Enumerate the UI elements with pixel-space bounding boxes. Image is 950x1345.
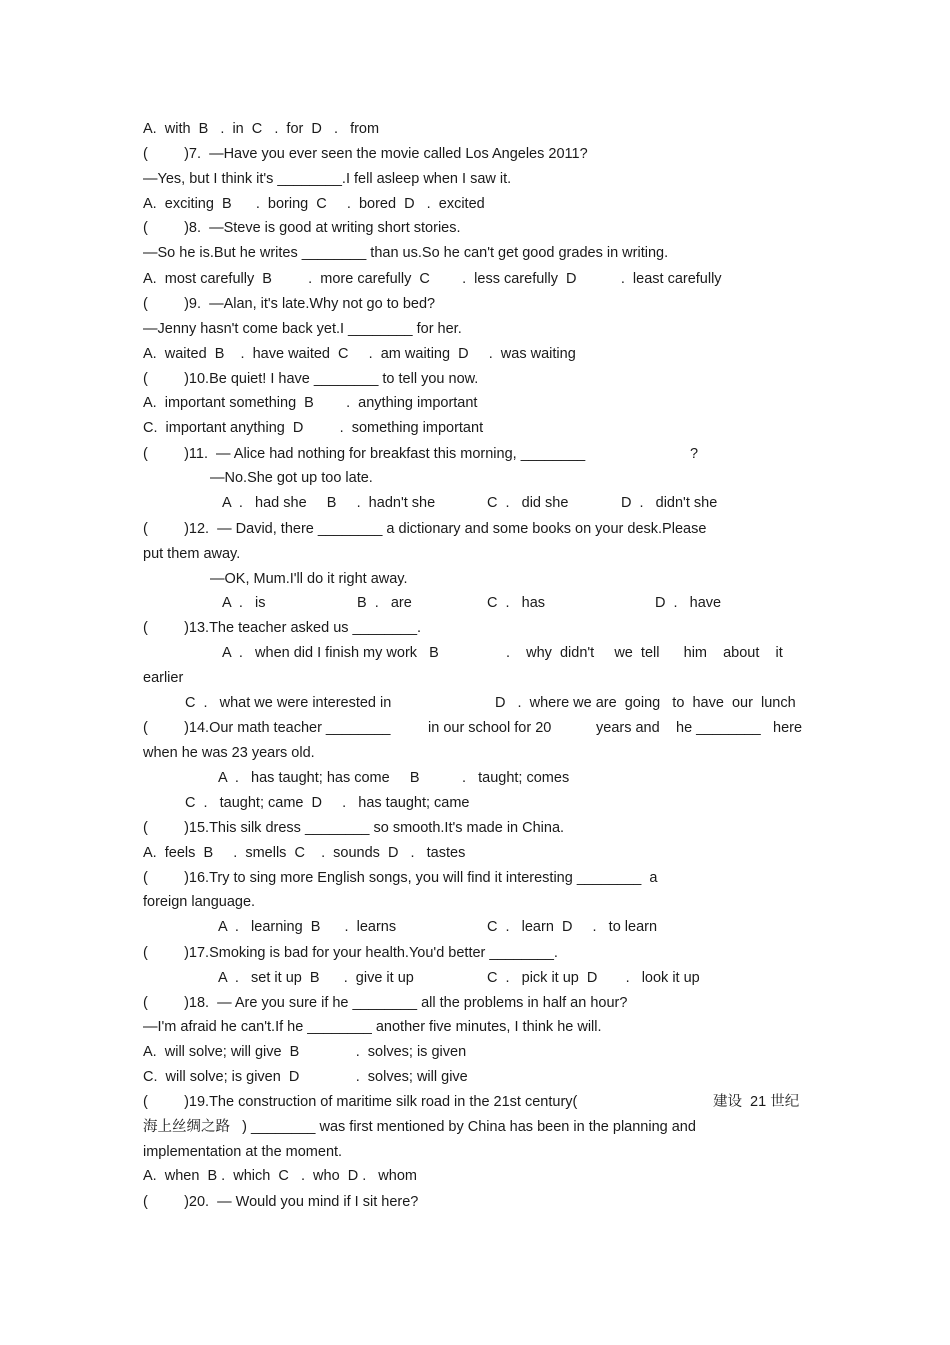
q14-prompt-part4: he ________ bbox=[676, 720, 761, 736]
q16-options-ab: A . learning B . learns bbox=[218, 919, 397, 935]
q14-prompt-part2: in our school for 20 bbox=[428, 720, 552, 736]
q15-prompt: ( )15.This silk dress ________ so smooth.It's made in China. bbox=[143, 820, 565, 836]
q14-prompt: ( )14.Our math teacher ________ bbox=[143, 720, 391, 736]
q12-response: —OK, Mum.I'll do it right away. bbox=[210, 571, 408, 587]
q15-options: A. feels B . smells C . sounds D . tastes bbox=[143, 845, 466, 861]
q13-prompt: ( )13.The teacher asked us ________. bbox=[143, 620, 422, 636]
q14-options-ab: A . has taught; has come B bbox=[218, 770, 420, 786]
q16-options-cd: C . learn D . to learn bbox=[487, 919, 658, 935]
q13-option-c: C . what we were interested in bbox=[185, 695, 392, 711]
q8-prompt: ( )8. —Steve is good at writing short stories. bbox=[143, 220, 461, 236]
q13-option-b-cont: earlier bbox=[143, 670, 184, 686]
q18-options-cd: C. will solve; is given D . solves; will give bbox=[143, 1069, 468, 1085]
q14-options-cd: C . taught; came D . has taught; came bbox=[185, 795, 470, 811]
q17-prompt: ( )17.Smoking is bad for your health.You'd better ________. bbox=[143, 945, 558, 961]
q12-option-c: C . has bbox=[487, 595, 546, 611]
q12-option-d: D . have bbox=[655, 595, 722, 611]
q6-options: A. with B . in C . for D . from bbox=[143, 121, 380, 137]
q19-chinese-gloss: 建设 21 世纪 bbox=[713, 1094, 800, 1110]
q8-options: A. most carefully B . more carefully C . less carefully D . least carefully bbox=[143, 271, 722, 287]
q12-option-a: A . is bbox=[222, 595, 266, 611]
q8-response: —So he is.But he writes ________ than us.So he can't get good grades in writing. bbox=[143, 245, 669, 261]
q19-prompt-cont: 海上丝绸之路 ) ________ was first mentioned by China has been in the planning and bbox=[143, 1119, 696, 1135]
q19-prompt: ( )19.The construction of maritime silk road in the 21st century( bbox=[143, 1094, 578, 1110]
q10-prompt: ( )10.Be quiet! I have ________ to tell you now. bbox=[143, 371, 479, 387]
q17-options-ab: A . set it up B . give it up bbox=[218, 970, 414, 986]
q10-options-ab: A. important something B . anything important bbox=[143, 395, 478, 411]
q10-options-cd: C. important anything D . something important bbox=[143, 420, 484, 436]
q11-option-c: C . did she bbox=[487, 495, 569, 511]
q18-response: —I'm afraid he can't.If he ________ another five minutes, I think he will. bbox=[143, 1019, 602, 1035]
q18-options-ab: A. will solve; will give B . solves; is given bbox=[143, 1044, 467, 1060]
q19-prompt-cont2: implementation at the moment. bbox=[143, 1144, 343, 1160]
q16-prompt: ( )16.Try to sing more English songs, you will find it interesting ________ a bbox=[143, 870, 658, 886]
q17-options-cd: C . pick it up D . look it up bbox=[487, 970, 700, 986]
q18-prompt: ( )18. — Are you sure if he ________ all the problems in half an hour? bbox=[143, 995, 628, 1011]
q14-prompt-part3: years and bbox=[596, 720, 660, 736]
q19-options: A. when B . which C . who D . whom bbox=[143, 1168, 417, 1184]
q11-response: —No.She got up too late. bbox=[210, 470, 373, 486]
q7-response: —Yes, but I think it's ________.I fell asleep when I saw it. bbox=[143, 171, 512, 187]
q11-question-mark: ? bbox=[690, 446, 699, 462]
q9-prompt: ( )9. —Alan, it's late.Why not go to bed? bbox=[143, 296, 436, 312]
q12-option-b: B . are bbox=[357, 595, 412, 611]
q14-prompt-cont: when he was 23 years old. bbox=[143, 745, 315, 761]
q14-prompt-part5: here bbox=[773, 720, 803, 736]
q9-response: —Jenny hasn't come back yet.I ________ for her. bbox=[143, 321, 462, 337]
q7-prompt: ( )7. —Have you ever seen the movie called Los Angeles 2011? bbox=[143, 146, 588, 162]
q13-option-a: A . when did I finish my work B bbox=[222, 645, 439, 661]
q13-option-b: . why didn't we tell him about it bbox=[506, 645, 783, 661]
q9-options: A. waited B . have waited C . am waiting D . was waiting bbox=[143, 346, 576, 362]
q14-option-b-text: . taught; comes bbox=[462, 770, 570, 786]
q7-options: A. exciting B . boring C . bored D . excited bbox=[143, 196, 485, 212]
q16-prompt-cont: foreign language. bbox=[143, 894, 256, 910]
q11-options-ab: A . had she B . hadn't she bbox=[222, 495, 436, 511]
q20-prompt: ( )20. — Would you mind if I sit here? bbox=[143, 1194, 419, 1210]
q11-option-d: D . didn't she bbox=[621, 495, 718, 511]
q12-prompt-cont: put them away. bbox=[143, 546, 241, 562]
q11-prompt: ( )11. — Alice had nothing for breakfast this morning, ________ bbox=[143, 446, 586, 462]
q12-prompt: ( )12. — David, there ________ a dictionary and some books on your desk.Please bbox=[143, 521, 707, 537]
q13-option-d: D . where we are going to have our lunch bbox=[495, 695, 796, 711]
